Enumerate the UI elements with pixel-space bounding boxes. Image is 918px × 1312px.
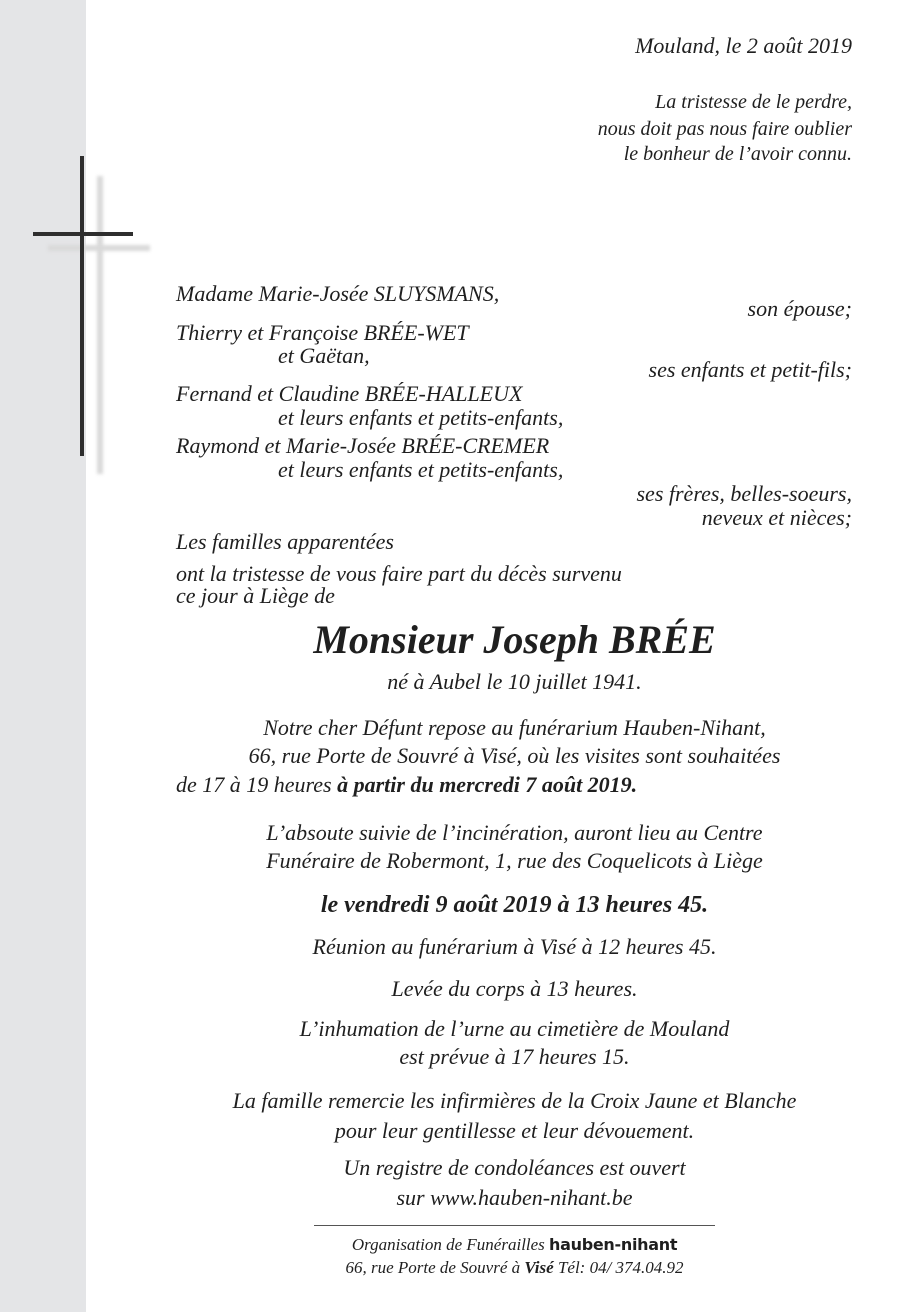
announcement-line: ont la tristesse de vous faire part du décès survenu	[176, 561, 622, 586]
brand-logo: hauben-nihant	[549, 1235, 678, 1254]
thanks-line: La famille remercie les infirmières de la Croix Jaune et Blanche	[232, 1088, 797, 1113]
visitation-hours: de 17 à 19 heures à partir du mercredi 7 août 2019.	[176, 772, 638, 797]
spouse-name: Madame Marie-Josée SLUYSMANS,	[176, 281, 500, 306]
place-date: Mouland, le 2 août 2019	[635, 33, 852, 58]
levee-info: Levée du corps à 13 heures.	[391, 976, 638, 1001]
burial-line: est prévue à 17 heures 15.	[399, 1044, 630, 1069]
thanks-line: pour leur gentillesse et leur dévouement.	[334, 1118, 695, 1143]
birth-info: né à Aubel le 10 juillet 1941.	[387, 669, 642, 694]
sibling-descendants: et leurs enfants et petits-enfants,	[278, 457, 564, 482]
ceremony-date: le vendredi 9 août 2019 à 13 heures 45.	[320, 892, 709, 918]
footer-address: 66, rue Porte de Souvré à Visé Tél: 04/ 374.04.92	[345, 1258, 684, 1277]
child-name: Thierry et Françoise BRÉE-WET	[176, 320, 469, 345]
siblings-role: neveux et nièces;	[701, 505, 852, 530]
visitation-line: Notre cher Défunt repose au funérarium Hauben-Nihant,	[263, 715, 766, 740]
left-margin-band	[0, 0, 86, 1312]
ceremony-line: L’absoute suivie de l’incinération, auront lieu au Centre	[266, 820, 763, 845]
grandchild-name: et Gaëtan,	[278, 343, 370, 368]
visitation-line: 66, rue Porte de Souvré à Visé, où les visites sont souhaitées	[248, 743, 781, 768]
visitation-start-date: à partir du mercredi 7 août 2019.	[337, 772, 638, 797]
quote-line: nous doit pas nous faire oublier	[597, 118, 852, 140]
sibling-descendants: et leurs enfants et petits-enfants,	[278, 405, 564, 430]
sibling-name: Raymond et Marie-Josée BRÉE-CREMER	[176, 433, 550, 458]
register-url: sur www.hauben-nihant.be	[396, 1185, 633, 1210]
burial-line: L’inhumation de l’urne au cimetière de Mouland	[299, 1016, 730, 1041]
ceremony-line: Funéraire de Robermont, 1, rue des Coquelicots à Liège	[266, 848, 763, 873]
footer-organisation: Organisation de Funérailles hauben-nihant	[351, 1235, 678, 1254]
deceased-name: Monsieur Joseph BRÉE	[313, 617, 716, 662]
announcement-line: ce jour à Liège de	[176, 583, 335, 608]
quote-line: La tristesse de le perdre,	[655, 91, 852, 113]
register-line: Un registre de condoléances est ouvert	[343, 1155, 686, 1180]
footer-divider	[314, 1225, 715, 1226]
meeting-info: Réunion au funérarium à Visé à 12 heures 45.	[312, 934, 717, 959]
spouse-role: son épouse;	[747, 296, 852, 321]
siblings-role: ses frères, belles-soeurs,	[636, 481, 852, 506]
quote-line: le bonheur de l’avoir connu.	[623, 143, 852, 165]
relatives-line: Les familles apparentées	[176, 529, 394, 554]
sibling-name: Fernand et Claudine BRÉE-HALLEUX	[176, 381, 523, 406]
children-role: ses enfants et petit-fils;	[648, 357, 852, 382]
